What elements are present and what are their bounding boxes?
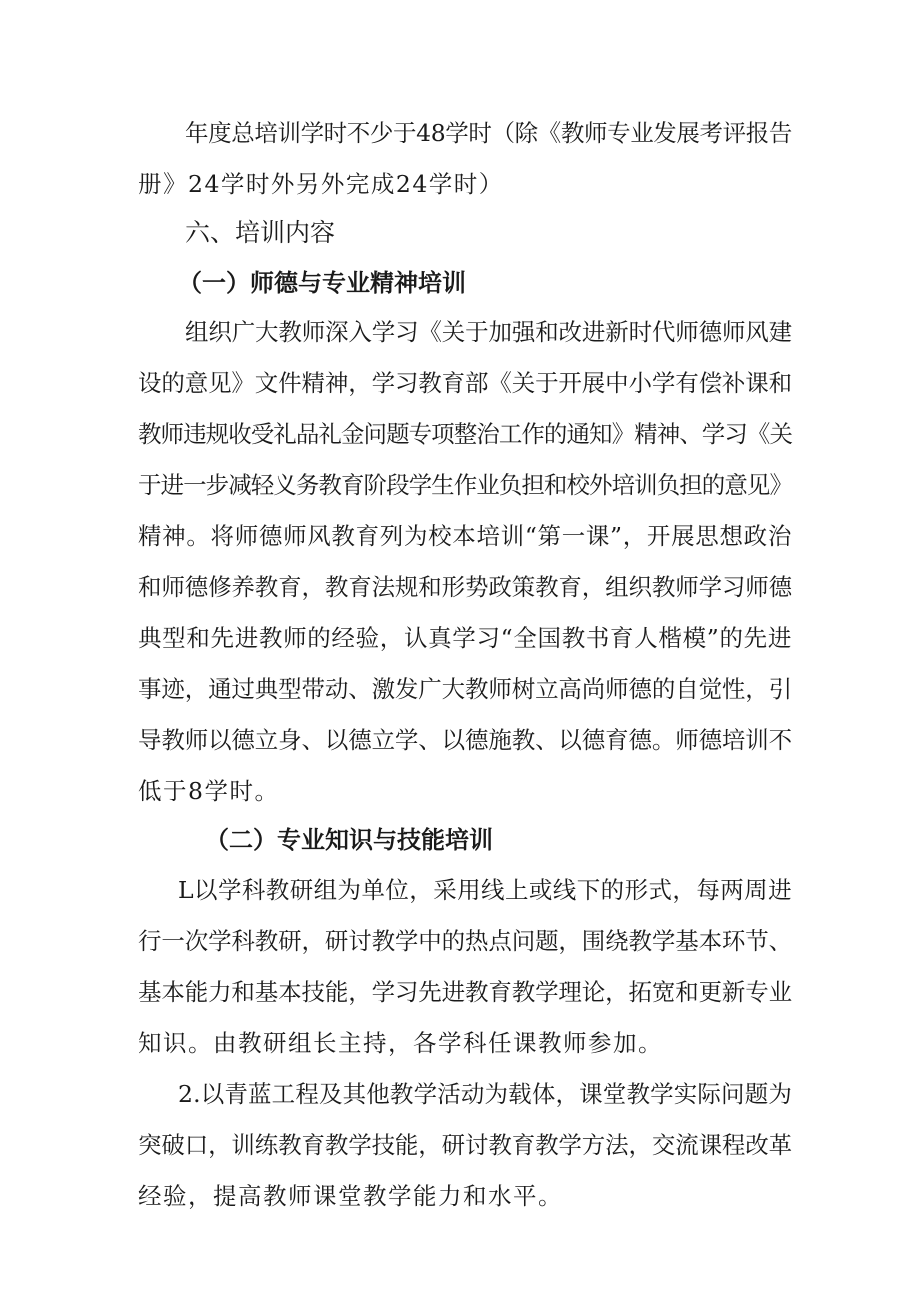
- text-line: L以学科教研组为单位，采用线上或线下的形式，每两周进: [178, 876, 792, 904]
- text-line: 精神。将师德师风教育列为校本培训“第一课”，开展思想政治: [138, 522, 792, 550]
- text-line: 事迹，通过典型带动、激发广大教师树立高尚师德的自觉性，引: [138, 675, 792, 703]
- text-line: 年度总培训学时不少于48学时（除《教师专业发展考评报告: [185, 119, 792, 147]
- text-line: 导教师以德立身、以德立学、以德施教、以德育德。师德培训不: [138, 726, 792, 754]
- text-line: 知识。由教研组长主持，各学科任课教师参加。: [138, 1029, 663, 1057]
- text-line: 于进一步减轻义务教育阶段学生作业负担和校外培训负担的意见》: [138, 471, 792, 499]
- text-line: 册》24学时外另外完成24学时）: [138, 170, 504, 198]
- text-line: 典型和先进教师的经验，认真学习“全国教书育人楷模”的先进: [138, 624, 792, 652]
- text-line: 突破口，训练教育教学技能，研讨教育教学方法，交流课程改革: [138, 1131, 792, 1159]
- text-line: 2.以青蓝工程及其他教学活动为载体，课堂教学实际问题为: [178, 1080, 792, 1108]
- text-line: 教师违规收受礼品礼金问题专项整治工作的通知》精神、学习《关: [138, 420, 792, 448]
- subsection-title-text: （二）专业知识与技能培训: [205, 826, 493, 854]
- text-line: 设的意见》文件精神，学习教育部《关于开展中小学有偿补课和: [138, 369, 792, 397]
- text-line: 行一次学科教研，研讨教学中的热点问题，围绕教学基本环节、: [138, 927, 792, 955]
- text-line: 组织广大教师深入学习《关于加强和改进新时代师德师风建: [185, 318, 792, 346]
- text-line: 和师德修养教育，教育法规和形势政策教育，组织教师学习师德: [138, 573, 792, 601]
- text-line: 基本能力和基本技能，学习先进教育教学理论，拓宽和更新专业: [138, 978, 792, 1006]
- text-line: 低于8学时。: [138, 777, 280, 805]
- subsection-title-text: （一）师德与专业精神培训: [178, 269, 466, 297]
- text-line: 经验，提高教师课堂教学能力和水平。: [138, 1182, 563, 1210]
- section-title-text: 六、培训内容: [185, 218, 336, 247]
